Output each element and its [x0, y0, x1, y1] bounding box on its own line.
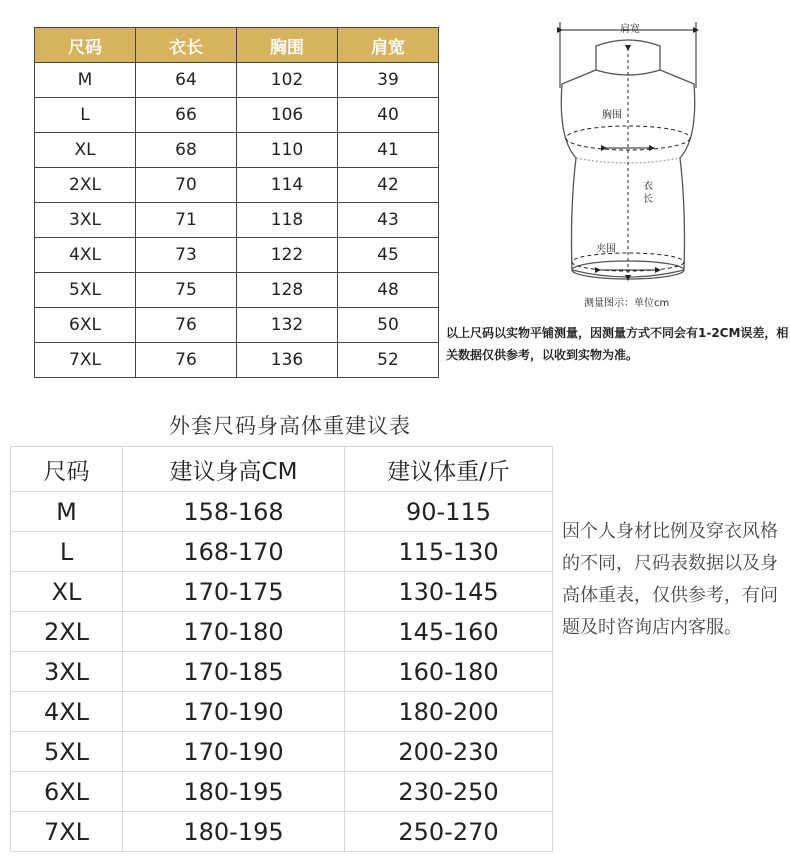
table-cell: 170-190 [123, 732, 345, 772]
chest-label: 胸围 [602, 110, 622, 121]
table-row [11, 572, 553, 612]
table-cell: 132 [237, 308, 338, 343]
table-cell: 90-115 [345, 492, 553, 532]
table-cell: 4XL [11, 692, 123, 732]
table-cell: XL [35, 133, 136, 168]
table-cell: 76 [136, 343, 237, 378]
table-cell: 6XL [35, 308, 136, 343]
rec-header-weight: 建议体重/斤 [345, 447, 553, 492]
table-cell: 180-195 [123, 812, 345, 852]
table-cell: 106 [237, 98, 338, 133]
table-cell: 170-190 [123, 692, 345, 732]
table-row [35, 133, 439, 168]
table-cell: 3XL [35, 203, 136, 238]
table-row [11, 652, 553, 692]
table-cell: 170-175 [123, 572, 345, 612]
table-cell: 122 [237, 238, 338, 273]
measurement-note: 以上尺码以实物平铺测量，因测量方式不同会有1-2CM误差，相关数据仅供参考，以收到实物为准。 [446, 326, 789, 362]
vest-outline-icon [548, 8, 708, 308]
table-cell: 170-185 [123, 652, 345, 692]
rec-header-height: 建议身高CM [123, 447, 345, 492]
table-cell: 4XL [35, 238, 136, 273]
table-cell: 130-145 [345, 572, 553, 612]
table-row [35, 343, 439, 378]
table-row [35, 168, 439, 203]
table-cell: M [11, 492, 123, 532]
table-cell: 50 [338, 308, 439, 343]
table-cell: 230-250 [345, 772, 553, 812]
header-shoulder: 肩宽 [338, 28, 439, 63]
table-cell: 2XL [11, 612, 123, 652]
table-row [35, 238, 439, 273]
table-cell: 145-160 [345, 612, 553, 652]
table-cell: 250-270 [345, 812, 553, 852]
recommendation-table [10, 446, 553, 852]
table-cell: 160-180 [345, 652, 553, 692]
table-row [35, 203, 439, 238]
table-row [35, 308, 439, 343]
table-cell: 2XL [35, 168, 136, 203]
table-cell: 48 [338, 273, 439, 308]
table-cell: 7XL [35, 343, 136, 378]
table-cell: 43 [338, 203, 439, 238]
table-row [11, 532, 553, 572]
table-cell: 158-168 [123, 492, 345, 532]
table-cell: 200-230 [345, 732, 553, 772]
table-row [11, 812, 553, 852]
table-row [11, 772, 553, 812]
table-cell: 115-130 [345, 532, 553, 572]
table-cell: 70 [136, 168, 237, 203]
table-row [35, 98, 439, 133]
table-cell: 168-170 [123, 532, 345, 572]
table-cell: 68 [136, 133, 237, 168]
recommendation-header-row [11, 447, 553, 492]
measurement-diagram [548, 8, 708, 308]
table-cell: 114 [237, 168, 338, 203]
table-cell: 110 [237, 133, 338, 168]
table-cell: XL [11, 572, 123, 612]
table-cell: 42 [338, 168, 439, 203]
rec-header-size: 尺码 [11, 447, 123, 492]
table-cell: 6XL [11, 772, 123, 812]
table-row [11, 492, 553, 532]
size-chart-header-row [35, 28, 439, 63]
table-cell: 73 [136, 238, 237, 273]
table-cell: 39 [338, 63, 439, 98]
table-row [11, 612, 553, 652]
table-cell: 45 [338, 238, 439, 273]
table-cell: 136 [237, 343, 338, 378]
table-cell: 71 [136, 203, 237, 238]
table-row [35, 63, 439, 98]
header-chest: 胸围 [237, 28, 338, 63]
table-row [35, 273, 439, 308]
table-cell: 180-200 [345, 692, 553, 732]
table-cell: 76 [136, 308, 237, 343]
table-cell: 180-195 [123, 772, 345, 812]
waist-label: 夹围 [596, 244, 616, 255]
length-label: 衣长 [643, 181, 653, 205]
table-cell: L [35, 98, 136, 133]
table-cell: 41 [338, 133, 439, 168]
shoulder-label: 肩宽 [620, 24, 640, 35]
table-cell: 102 [237, 63, 338, 98]
table-cell: 170-180 [123, 612, 345, 652]
table-cell: 3XL [11, 652, 123, 692]
table-cell: 64 [136, 63, 237, 98]
fit-disclaimer: 因个人身材比例及穿衣风格的不同，尺码表数据以及身高体重表，仅供参考，有问题及时咨询店内客服。 [562, 521, 778, 638]
table-cell: 5XL [35, 273, 136, 308]
table-cell: 52 [338, 343, 439, 378]
table-cell: 40 [338, 98, 439, 133]
table-row [11, 732, 553, 772]
table-cell: 118 [237, 203, 338, 238]
table-cell: 7XL [11, 812, 123, 852]
table-cell: L [11, 532, 123, 572]
size-chart-table [34, 27, 439, 378]
table-row [11, 692, 553, 732]
unit-caption: 测量图示：单位cm [584, 298, 670, 309]
table-cell: 75 [136, 273, 237, 308]
table-cell: M [35, 63, 136, 98]
table-cell: 66 [136, 98, 237, 133]
recommendation-title: 外套尺码身高体重建议表 [169, 414, 411, 438]
table-cell: 5XL [11, 732, 123, 772]
header-size: 尺码 [35, 28, 136, 63]
header-length: 衣长 [136, 28, 237, 63]
table-cell: 128 [237, 273, 338, 308]
